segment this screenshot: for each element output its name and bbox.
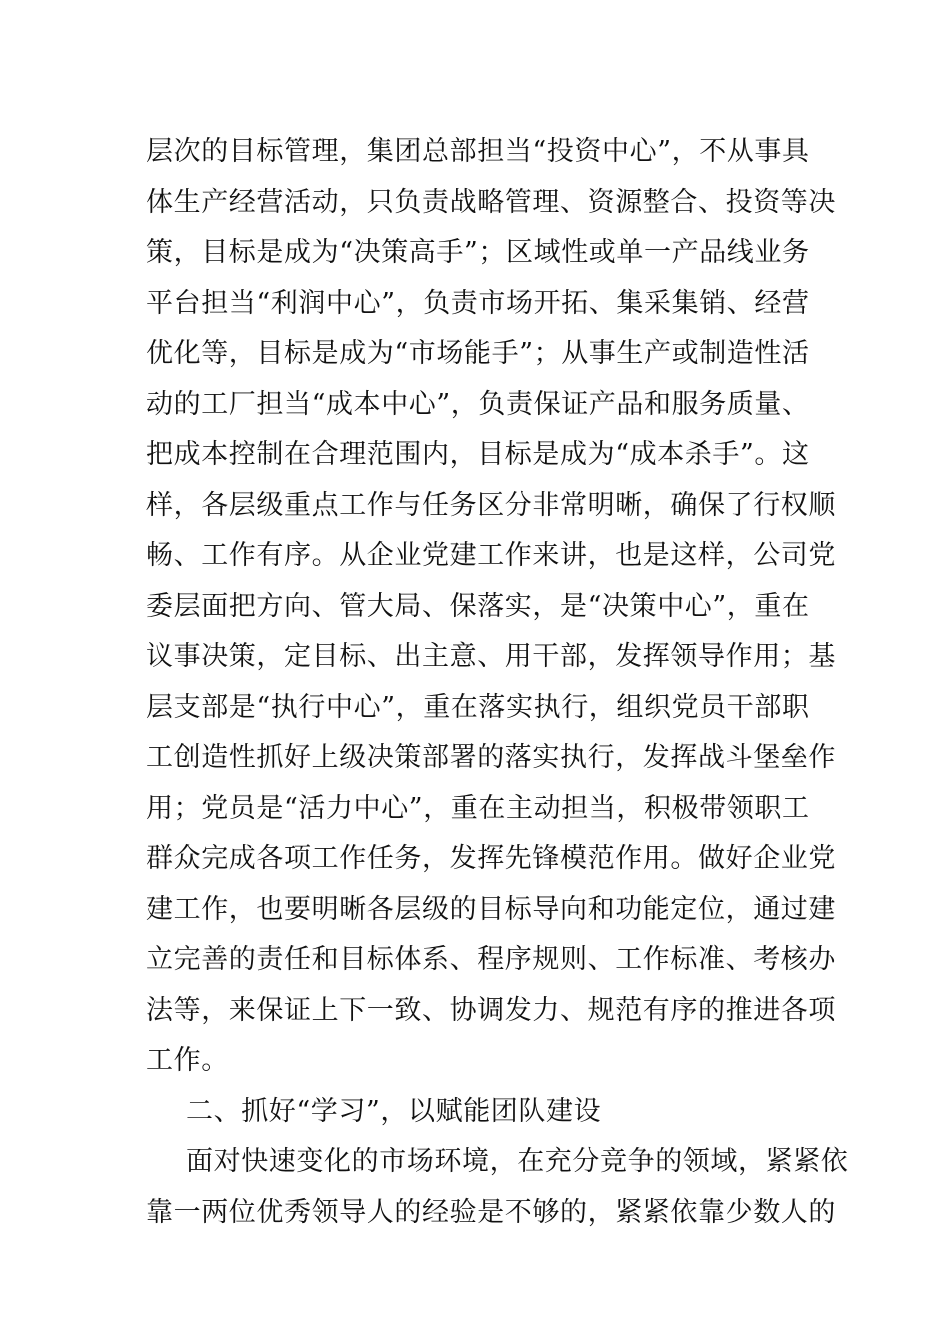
body-line: 层次的目标管理，集团总部担当“投资中心”，不从事具	[146, 136, 810, 167]
document-body	[146, 127, 849, 1238]
body-line: 工作。	[146, 1045, 229, 1076]
body-line: 层支部是“执行中心”，重在落实执行，组织党员干部职	[146, 691, 810, 723]
body-line: 用；党员是“活力中心”，重在主动担当，积极带领职工	[146, 792, 810, 824]
body-line: 体生产经营活动，只负责战略管理、资源整合、投资等决	[146, 186, 836, 218]
body-line: 法等，来保证上下一致、协调发力、规范有序的推进各项	[146, 994, 836, 1026]
body-line: 样，各层级重点工作与任务区分非常明晰，确保了行权顺	[146, 489, 836, 521]
body-line: 议事决策，定目标、出主意、用干部，发挥领导作用；基	[146, 641, 836, 672]
body-line: 建工作，也要明晰各层级的目标导向和功能定位，通过建	[146, 893, 836, 925]
body-line: 工创造性抓好上级决策部署的落实执行，发挥战斗堡垒作	[146, 742, 836, 773]
body-line: 策，目标是成为“决策高手”；区域性或单一产品线业务	[146, 237, 810, 268]
body-line: 畅、工作有序。从企业党建工作来讲，也是这样，公司党	[146, 540, 836, 571]
body-line: 靠一两位优秀领导人的经验是不够的，紧紧依靠少数人的	[146, 1196, 836, 1228]
section-heading: 二、抓好“学习”，以赋能团队建设	[186, 1095, 602, 1127]
body-line: 立完善的责任和目标体系、程序规则、工作标准、考核办	[146, 944, 836, 975]
body-line: 优化等，目标是成为“市场能手”；从事生产或制造性活	[146, 338, 810, 369]
body-line: 平台担当“利润中心”，负责市场开拓、集采集销、经营	[146, 287, 810, 319]
body-line: 把成本控制在合理范围内，目标是成为“成本杀手”。这	[146, 439, 810, 470]
body-line: 面对快速变化的市场环境，在充分竞争的领域，紧紧依	[186, 1146, 849, 1177]
body-line: 委层面把方向、管大局、保落实，是“决策中心”，重在	[146, 590, 810, 622]
body-line: 动的工厂担当“成本中心”，负责保证产品和服务质量、	[146, 388, 810, 420]
body-line: 群众完成各项工作任务，发挥先锋模范作用。做好企业党	[146, 843, 836, 874]
